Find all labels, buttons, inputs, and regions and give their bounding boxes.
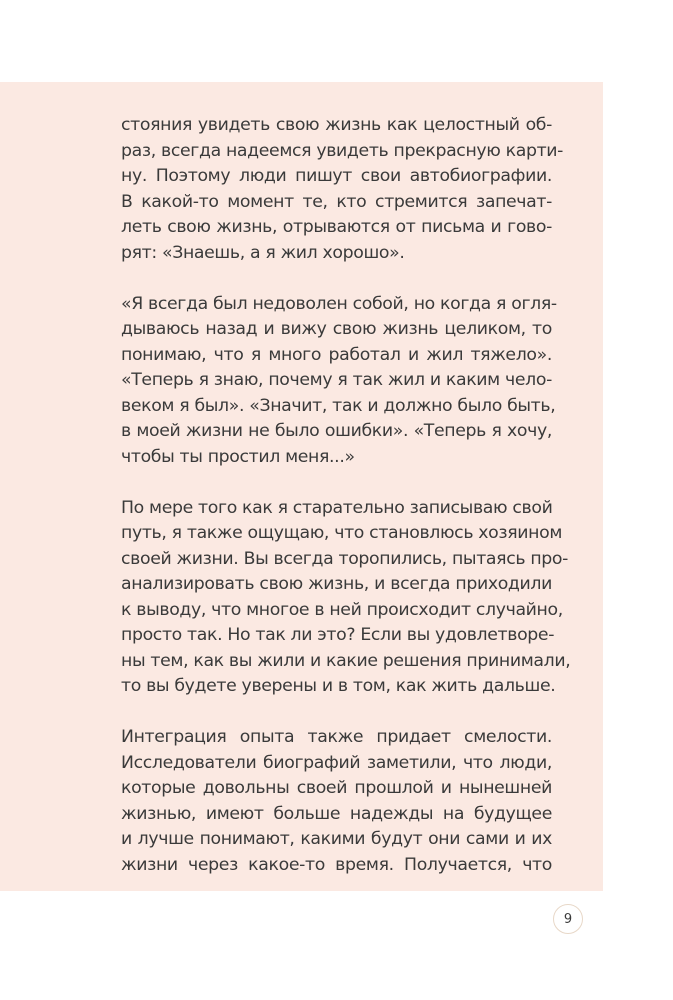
text-line: путь, я также ощущаю, что становлюсь хозяином (121, 523, 563, 543)
text-line: В какой-то момент те, кто стремится запечат- (121, 191, 552, 212)
text-line: в моей жизни не было ошибки». «Теперь я хочу, (121, 421, 552, 441)
text-line: веком я был». «Значит, так и должно было быть, (121, 395, 556, 416)
page-number: 9 (553, 904, 583, 934)
text-line: чтобы ты простил меня...» (121, 446, 355, 467)
text-line: жизни через какое-то время. Получается, что (121, 854, 552, 875)
text-line: стояния увидеть свою жизнь как целостный об- (121, 115, 552, 135)
paragraph-3 (121, 496, 571, 700)
text-line: дываюсь назад и вижу свою жизнь целиком, то (121, 319, 552, 339)
text-line: к выводу, что многое в ней происходит случайно, (121, 599, 563, 620)
text-line: рят: «Знаешь, а я жил хорошо». (121, 242, 405, 263)
text-line: Интеграция опыта также придает смелости. (121, 727, 552, 747)
paragraph-4 (121, 725, 552, 878)
text-line: жизнью, имеют больше надежды на будущее (121, 803, 552, 824)
text-line: ну. Поэтому люди пишут свои автобиографии. (121, 166, 552, 186)
text-line: По мере того как я старательно записываю свой (121, 497, 553, 518)
text-line: «Теперь я знаю, почему я так жил и каким чело- (121, 370, 552, 390)
body-text (121, 113, 571, 904)
text-line: то вы будете уверены и в том, как жить дальше. (121, 676, 556, 696)
text-line: и лучше понимают, какими будут они сами и их (121, 829, 552, 849)
text-line: понимаю, что я много работал и жил тяжело». (121, 344, 552, 365)
text-line: ны тем, как вы жили и какие решения принимали, (121, 650, 571, 671)
text-line: просто так. Но так ли это? Если вы удовлетворе- (121, 625, 555, 645)
text-line: леть свою жизнь, отрываются от письма и гово- (121, 217, 552, 237)
paragraph-2 (121, 292, 557, 471)
text-line: «Я всегда был недоволен собой, но когда я огля- (121, 293, 557, 314)
text-line: своей жизни. Вы всегда торопились, пытаясь про- (121, 548, 569, 569)
text-line: раз, всегда надеемся увидеть прекрасную карти- (121, 140, 564, 161)
text-line: Исследователи биографий заметили, что люди, (121, 752, 552, 773)
text-line: анализировать свою жизнь, и всегда приходили (121, 574, 552, 594)
text-line: которые довольны своей прошлой и нынешней (121, 778, 552, 798)
paragraph-1 (121, 113, 564, 266)
